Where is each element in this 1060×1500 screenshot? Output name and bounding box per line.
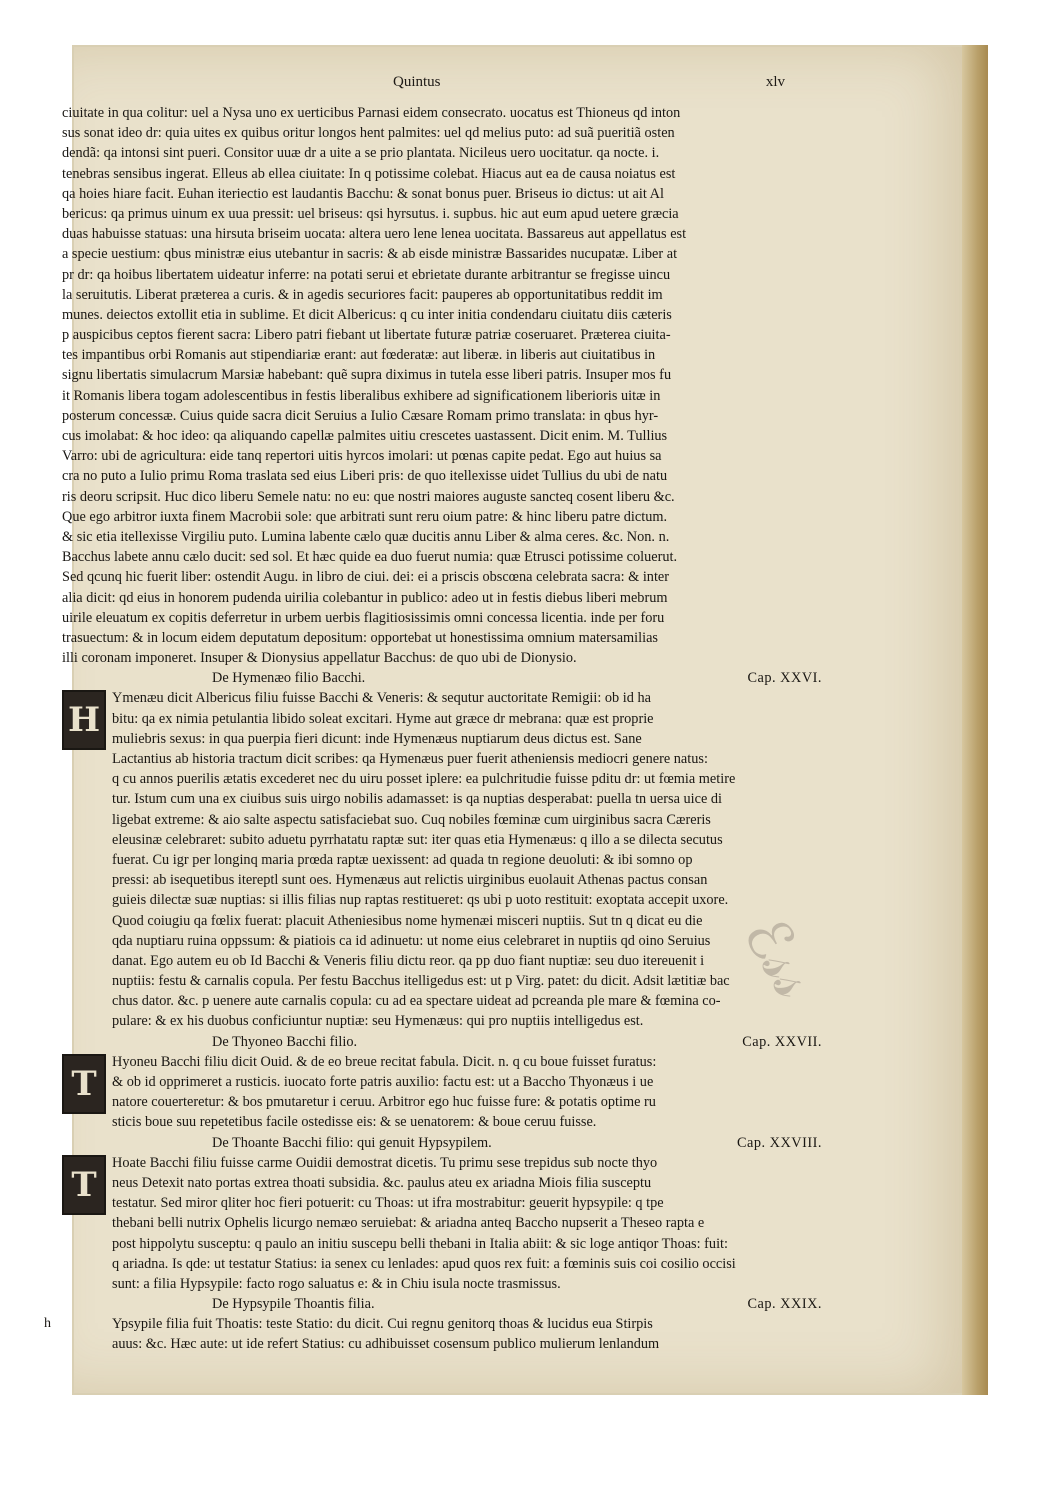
text-line: dendã: qa intonsi sint pueri. Consitor uuæ dr a uite a se prio plantata. Nicileus uero uocitatur. qa nocte. i.	[62, 145, 660, 162]
text-line: cra no puto a Iulio primu Roma traslata sed eius Liberi pris: de quo itellexisse uidet Tullius du ubi de natu	[62, 468, 668, 485]
chapter-title: De Thoante Bacchi filio: qui genuit Hypsypilem.	[212, 1134, 492, 1151]
text-line: nuptiis: festu & carnalis copula. Per festu Bacchus itelligedus est: ut p Virg. patet: du dicit. Adsit lætitiæ bac	[112, 973, 730, 990]
text-line: tes impantibus orbi Romanis aut stipendiariæ erant: aut fœderatæ: aut liberæ. in liberis aut ciuitatibus in	[62, 347, 656, 364]
text-line: guieis dilectæ suæ nuptias: si illis filias nup raptas restitueret: qs ubi p uoto restituit: exoptata accepit uxore.	[112, 892, 729, 909]
text-line: auus: &c. Hæc aute: ut ide refert Statius: cu adhibuisset cosensum publico mulierum lenlandum	[112, 1336, 660, 1353]
text-line: tenebras sensibus ingerat. Elleus ab ellea ciuitate: In q potissime colebat. Hiacus aut ea de causa noiatus est	[62, 165, 676, 182]
text-line: Bacchus labete annu cælo ducit: sed sol. Et hæc quide ea duo fuerut numia: quæ Etrusci potissime coluerut.	[62, 549, 678, 566]
main-text-block	[44, 103, 822, 1355]
text-line: Lactantius ab historia tractum dicit scribes: qa Hymenæus puer fuerit atheniensis mediocri genere natus:	[112, 751, 708, 767]
text-line: Hyoneu Bacchi filiu dicit Ouid. & de eo breue recitat fabula. Dicit. n. q cu boue fuisset furatus:	[112, 1053, 657, 1070]
chapter-number: Cap. XXVII.	[742, 1033, 822, 1050]
text-line: pr dr: qa hoibus libertatem uideatur inferre: na potati serui et ebrietate durante arbitrantur se fregisse uincu	[62, 266, 671, 283]
marginal-guide-letter: h	[44, 1316, 51, 1332]
decorated-initial-t: T	[62, 1054, 106, 1114]
text-line: posterum concessæ. Cuius quide sacra dicit Seruius a Iulio Cæsare Romam primo translata: in qbus hyr-	[62, 407, 659, 424]
text-line: Ymenæu dicit Albericus filiu fuisse Bacchi & Veneris: & sequtur auctoritate Remigii: ob id ha	[112, 690, 651, 707]
chapter-body	[62, 1153, 822, 1294]
text-line: a specie uestium: qbus ministræ eius utebantur in sacris: & ab eisde ministræ Bassarides nucupatæ. Liber at	[62, 246, 678, 263]
text-line: uirile eleuatum ex copitis deferretur in urbem uerbis flagitiosissimis omni concessa licentia. inde per foru	[62, 609, 665, 626]
text-line: signu libertatis simulacrum Marsiæ habebant: quẽ supra diximus in tutela esse liberi patris. Insuper mos fu	[62, 367, 672, 384]
text-line: Varro: ubi de agricultura: eide tanq repertori uitis hyrcos imolari: ut pœnas capite pedat. Ego aut huius sa	[62, 448, 662, 465]
text-line: alia dicit: qd eius in honorem pudenda uirilia colebantur in publico: adeo ut in festis diebus liberi mebrum	[62, 589, 668, 606]
text-line: fuerat. Cu igr per longinq maria prœda raptæ uexissent: ad quada tn regione deuoluti: & ibi somno op	[112, 851, 693, 868]
text-line: qda nuptiaru ruina oppssum: & piatiois ca id adinuetu: ut nome eius celebraret in nuptiis qd oino Seruius	[112, 932, 711, 949]
text-line: Sed qcunq hic fuerit liber: ostendit Augu. in libro de ciui. dei: ei a priscis obscœna celebrata sacra: & inter	[62, 569, 670, 586]
text-line: neus Detexit nato portas extrea thoati subsidia. &c. paulus ateu ex ariadna Miois filia susceptu	[112, 1174, 652, 1191]
text-line: q ariadna. Is qde: ut testatur Statius: ia senex cu lenlades: apud quos rex fuit: a fœminis suis coi cosilio occisi	[112, 1255, 736, 1272]
text-line: & ob id opprimeret a rusticis. iuocato forte patris auxilio: factu est: ut a Baccho Thyonæus i ue	[112, 1074, 654, 1090]
running-head	[315, 74, 785, 96]
chapter-body	[44, 1314, 822, 1354]
text-line: danat. Ego autem eu ob Id Bacchi & Veneris filiu dictu reor. qa pp duo fiant nuptiæ: seu duo itereuenit i	[112, 952, 705, 969]
text-line: tur. Istum cum una ex ciuibus suis uirgo nobilis adamasset: is qa nuptias desperabat: puella tn uersa uice di	[112, 791, 723, 808]
text-line: natore couerteretur: & bos pmutaretur i ceruu. Arbitror ego huc fuisse fure: & potatis optime ru	[112, 1094, 656, 1111]
text-line: Que ego arbitror iuxta finem Macrobii sole: que arbitrati sunt reru oium patre: & hinc liberu patre dictum.	[62, 508, 668, 525]
chapter-number: Cap. XXIX.	[747, 1296, 822, 1313]
decorated-initial-h: H	[62, 690, 106, 750]
text-line: it Romanis libera togam adolescentibus in festis liberalibus exhibere ad significationem liberioris uitæ in	[62, 387, 661, 404]
text-line: muliebris sexus: in qua puerpia fieri dicunt: inde Hymenæus nuptiarum deus dictus est. Sane	[112, 730, 642, 747]
library-stamp-icon: ℰ𝓈𝓈	[729, 905, 831, 1010]
text-line: pressi: ab isequetibus itereptl sunt oes. Hymenæus aut relictis uirginibus euolauit Athenas pactus consan	[112, 872, 708, 889]
text-line: testatur. Sed miror qliter hoc fieri potuerit: cu Thoas: ut ifra mostrabitur: geuerit hypsypile: q tpe	[112, 1195, 664, 1212]
text-line: & sic etia itellexisse Virgiliu puto. Lumina labente cælo quæ ducitis annu Liber & alma ceres. &c. Non. n.	[62, 528, 670, 545]
text-line: chus dator. &c. p uenere aute carnalis copula: cu ad ea spectare uideat ad pcreanda ple mare & fœmina co-	[112, 993, 721, 1010]
page-edge	[962, 45, 988, 1395]
text-line: sunt: a filia Hypsypile: facto rogo saluatus e: & in Chiu isula nocte trasmissus.	[112, 1275, 561, 1292]
text-line: q cu annos puerilis ætatis excederet nec du uiru posset iplere: ea pulchritudie fuisse pditu dr: ut fœmia metire	[112, 771, 736, 788]
text-line: Quod coiugiu qa fœlix fuerat: placuit Atheniesibus nome hymenæi misceri nuptiis. Sut tn q dicat eu die	[112, 912, 703, 929]
chapter-heading	[62, 1294, 822, 1314]
running-title: Quintus	[393, 74, 441, 90]
text-line: post hippolytu susceptu: q paulo an initiu suscepu belli thebani in Italia abiit: & sic loge antiqor Thoas: fuit:	[112, 1235, 728, 1252]
text-line: trasuectum: & in locum eidem deputatum depositum: opportebat ut honestissima omnium matersamilias	[62, 629, 658, 646]
text-line: la seruitutis. Liberat præterea a curis. & in agedis securiores facit: pauperes ab opportunitatibus reddit im	[62, 286, 663, 303]
text-line: ris deoru scripsit. Huc dico liberu Semele natu: no eu: que nostri maiores auguste sancteq cosent liberu &c.	[62, 488, 675, 505]
text-line: bericus: qa primus uinum ex uua pressit: uel briseus: qsi hyrsutus. i. supbus. hic aut eum apud uetere græcia	[62, 205, 679, 222]
text-line: eleusinæ celebraret: subito aduetu pyrrhatatu raptæ sut: iter quas etia Hymenæus: q illo a se dilecta secutus	[112, 831, 723, 848]
text-line: duas habuisse statuas: una hirsuta briseim uocata: altera uero lene lenea uocitata. Bassareus aut appellatus est	[62, 226, 687, 243]
text-line: qa hoies hiare facit. Euhan iteriectio est laudantis Bacchu: & sonat bonus puer. Briseus io dictus: ut ait Al	[62, 185, 664, 202]
text-line: bitu: qa ex nimia petulantia libido soleat excitari. Hyme aut græce dr mebrana: quæ est proprie	[112, 710, 654, 727]
text-line: ciuitate in qua colitur: uel a Nysa uno ex uerticibus Parnasi eidem consecrato. uocatus est Thioneus qd inton	[62, 105, 681, 121]
text-line: p auspicibus ceptos fierent sacra: Libero patri fiebant ut libertate futuræ patriæ coseruaret. Præterea ciuita-	[62, 327, 671, 344]
text-line: munes. deiectos extollit etia in sublime. Et dicit Albericus: q cu inter initia condendaru ciuitatu diis cæteris	[62, 306, 672, 323]
chapter-number: Cap. XXVIII.	[736, 1134, 822, 1151]
text-line: illi coronam imponeret. Insuper & Dionysius appellatur Bacchus: de quo ubi de Dionysio.	[62, 650, 577, 667]
chapter-heading	[62, 1133, 822, 1153]
text-line: thebani belli nutrix Ophelis licurgo nemæo seruiebat: & ariadna anteq Baccho nupserit a Theseo rapta e	[112, 1215, 705, 1232]
decorated-initial-t: T	[62, 1155, 106, 1215]
chapter-title: De Hypsypile Thoantis filia.	[212, 1296, 375, 1313]
text-line: Ypsypile filia fuit Thoatis: teste Statio: du dicit. Cui regnu genitorq thoas & lucidus eua Stirpis	[112, 1316, 653, 1333]
chapter-title: De Hymenæo filio Bacchi.	[212, 670, 366, 687]
text-line: cus imolabat: & hoc ideo: qa aliquando capellæ palmites uitiu crescetes uastassent. Dicit enim. M. Tullius	[62, 428, 668, 444]
text-line: Hoate Bacchi filiu fuisse carme Ouidii demostrat dicetis. Tu primu sese trepidus sub nocte thyo	[112, 1154, 658, 1171]
folio-number: xlv	[765, 74, 785, 90]
text-line: sticis boue suu repetetibus facile ostedisse eis: & se uenatorem: & boue ceruu fuisse.	[112, 1114, 597, 1131]
text-line: sus sonat ideo dr: quia uites ex quibus oritur longos hent palmites: uel qd melius puto: ad suã pueritiã osten	[62, 125, 675, 142]
text-line: ligebat extreme: & aio salte aspectu satisfaciebat suo. Cuq nobiles fœminæ cum uirginibus sacra Cæreris	[112, 811, 711, 828]
chapter-title: De Thyoneo Bacchi filio.	[212, 1033, 358, 1050]
chapter-number: Cap. XXVI.	[747, 670, 822, 687]
text-line: pulare: & ex his duobus conficiuntur nuptiæ: seu Hymenæus: qui pro nuptiis intelligedus est.	[112, 1013, 644, 1030]
chapter-heading	[62, 668, 822, 688]
